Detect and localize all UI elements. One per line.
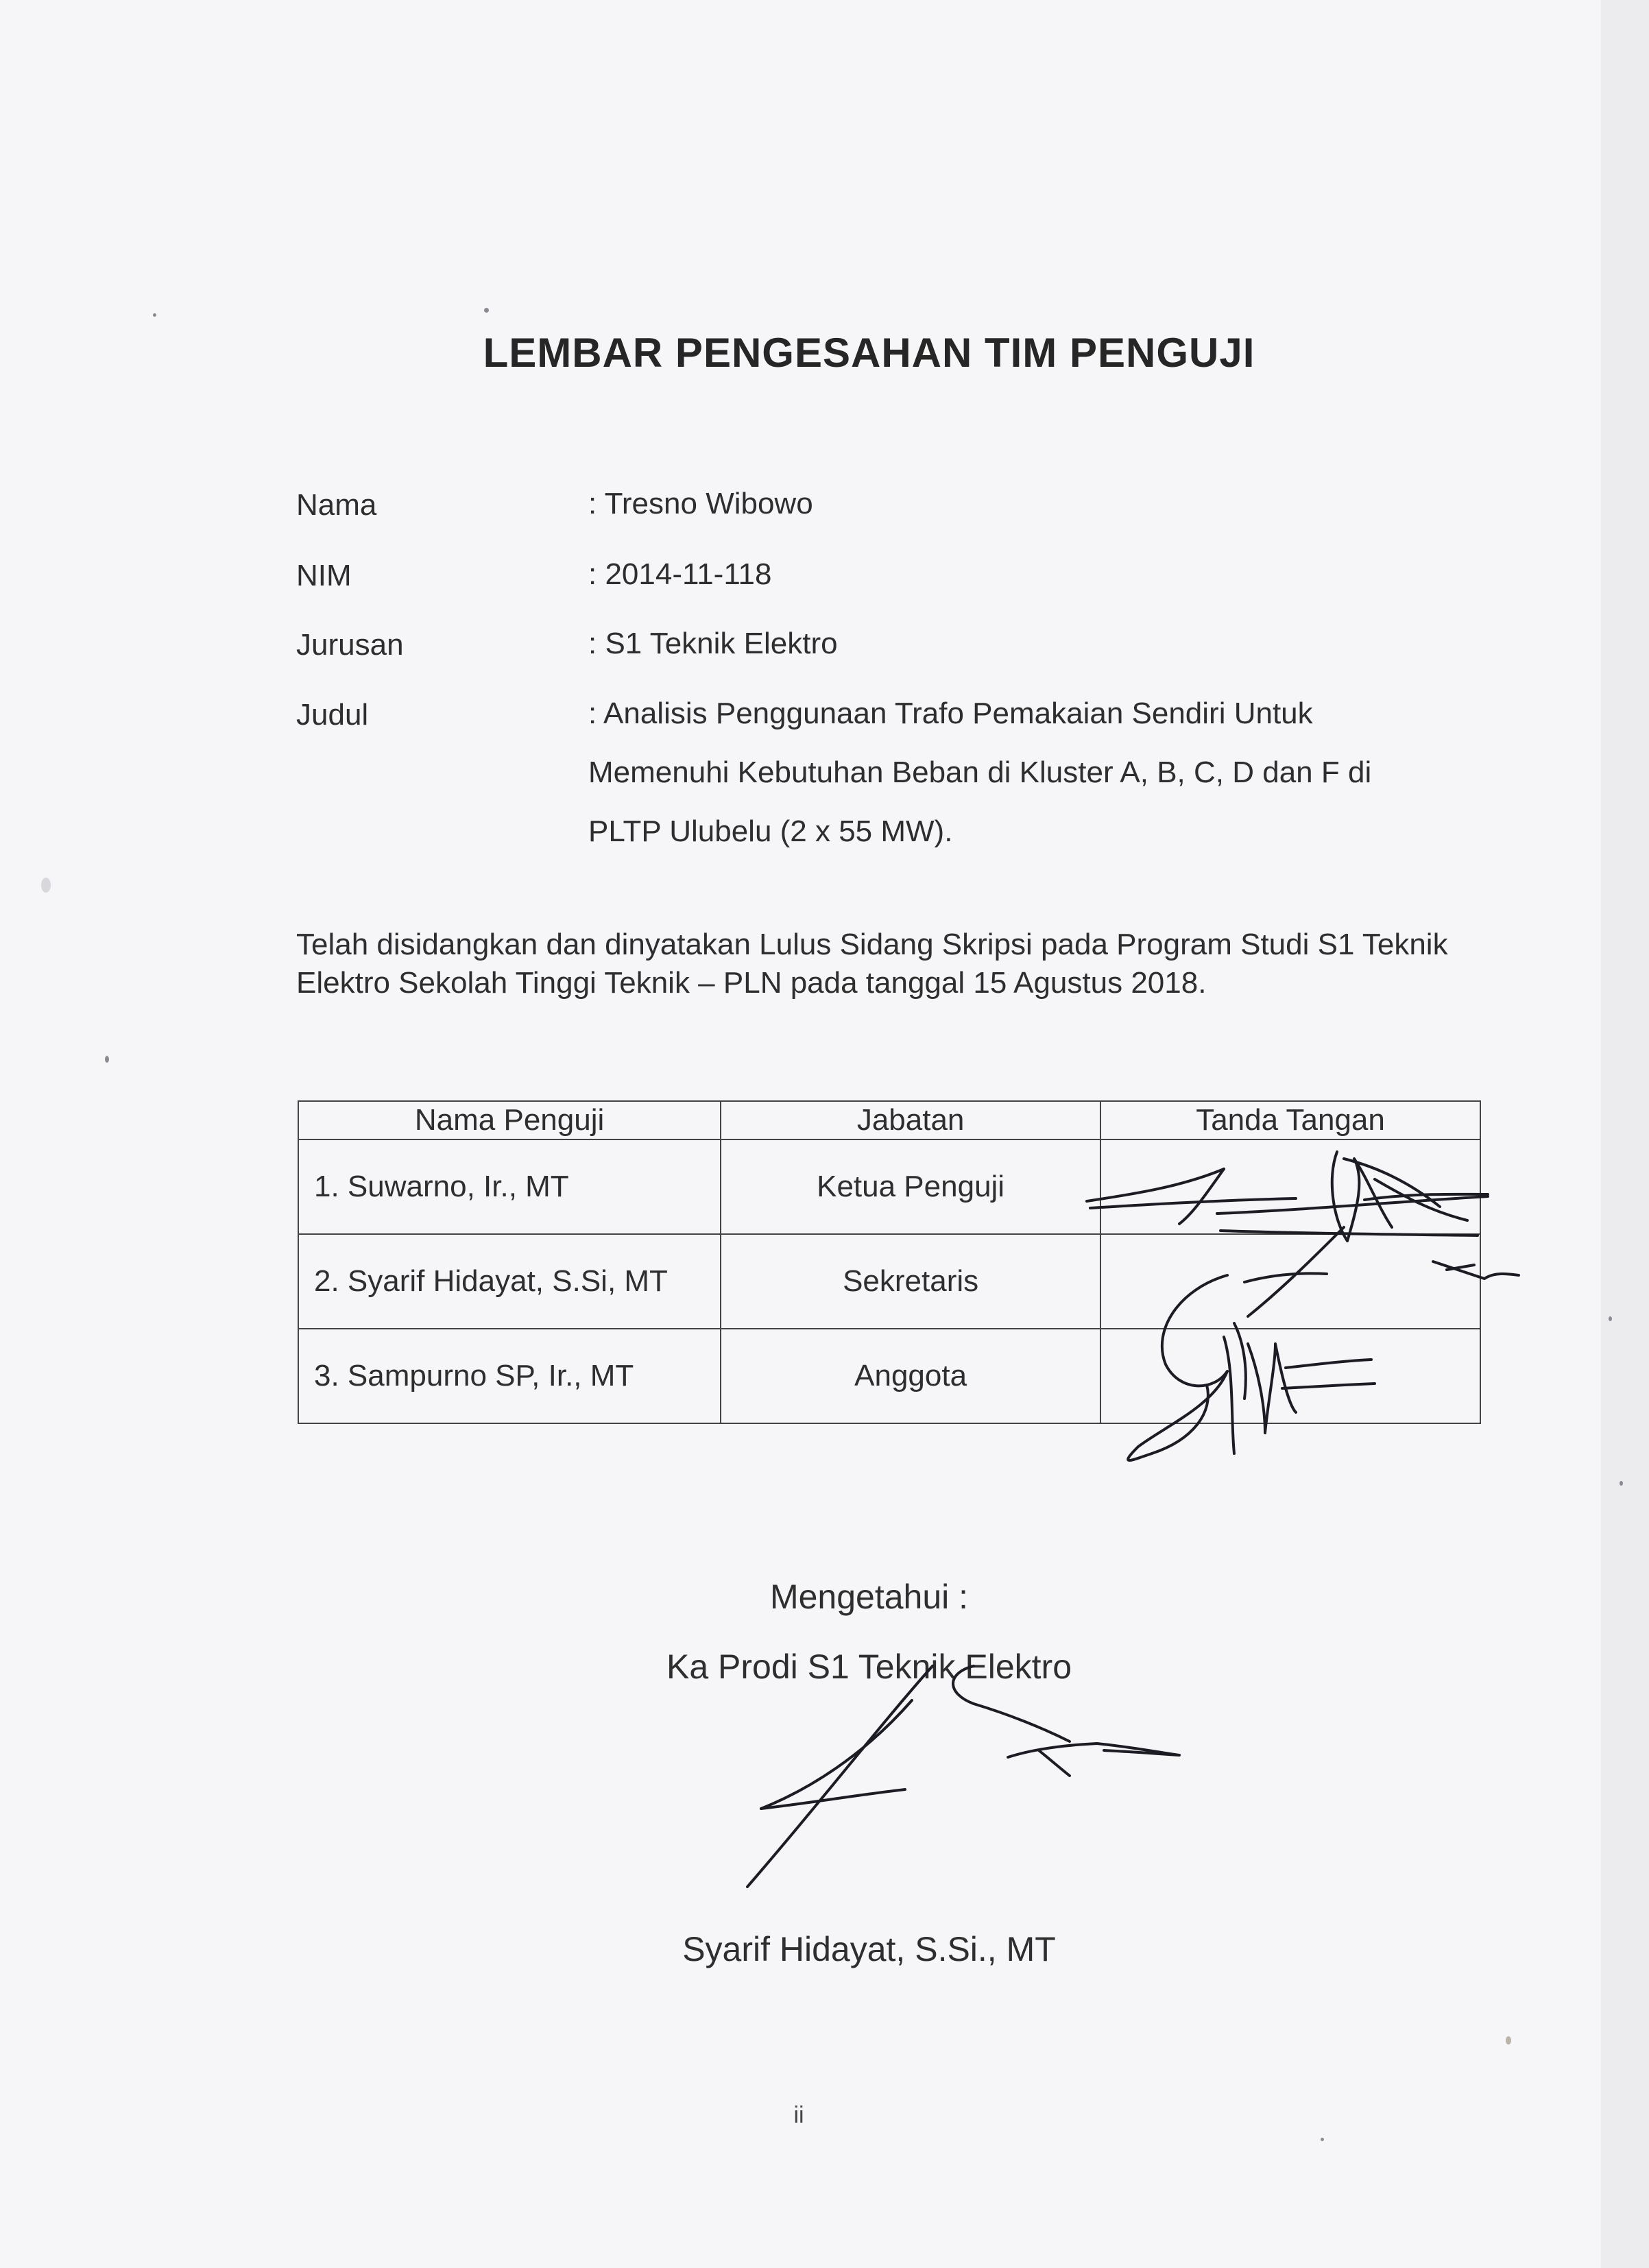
examiner-role: Ketua Penguji (721, 1139, 1100, 1234)
field-label-judul: Judul (296, 698, 369, 732)
field-label-nim: NIM (296, 559, 352, 592)
scan-speck (1620, 1481, 1623, 1486)
examiner-role: Anggota (721, 1329, 1100, 1423)
scan-speck (153, 313, 156, 317)
header-nama-penguji: Nama Penguji (298, 1101, 721, 1139)
approval-heading: Mengetahui : (769, 1578, 969, 1616)
examiner-name: 3. Sampurno SP, Ir., MT (298, 1329, 721, 1423)
field-value-judul: : Analisis Penggunaan Trafo Pemakaian Sendiri Untuk Memenuhi Kebutuhan Beban di Kluster A, B, C, D dan F di PLTP Ulubelu (2 x 55 MW). (588, 697, 1372, 848)
field-label-nama: Nama (296, 488, 377, 522)
document-title: LEMBAR PENGESAHAN TIM PENGUJI (483, 330, 1255, 376)
signature-cell (1100, 1234, 1480, 1329)
table-header-row (298, 1101, 1480, 1139)
header-jabatan: Jabatan (721, 1101, 1100, 1139)
table-row (298, 1234, 1480, 1329)
scan-speck (1609, 1316, 1612, 1321)
field-value-jurusan: : S1 Teknik Elektro (588, 627, 838, 660)
scan-speck (484, 308, 489, 313)
graduation-statement: Telah disidangkan dan dinyatakan Lulus Sidang Skripsi pada Program Studi S1 Teknik Elektro Sekolah Tinggi Teknik – PLN pada tanggal 15 Agustus 2018. (296, 928, 1448, 1000)
scan-speck (1506, 2036, 1511, 2044)
table-row (298, 1329, 1480, 1423)
examiner-table (298, 1100, 1481, 1424)
examiner-name: 1. Suwarno, Ir., MT (298, 1139, 721, 1234)
page-number: ii (793, 2102, 804, 2128)
scan-speck (1321, 2138, 1324, 2141)
signature-cell (1100, 1329, 1480, 1423)
signature-cell (1100, 1139, 1480, 1234)
table-row (298, 1139, 1480, 1234)
field-label-jurusan: Jurusan (296, 628, 404, 662)
scan-speck (105, 1056, 109, 1063)
approval-position: Ka Prodi S1 Teknik Elektro (666, 1648, 1072, 1686)
field-value-nim: : 2014-11-118 (588, 557, 772, 591)
header-tanda-tangan: Tanda Tangan (1100, 1101, 1480, 1139)
scan-speck (41, 878, 51, 893)
field-value-nama: : Tresno Wibowo (588, 487, 813, 520)
approval-signer-name: Syarif Hidayat, S.Si., MT (682, 1930, 1056, 1968)
examiner-name: 2. Syarif Hidayat, S.Si, MT (298, 1234, 721, 1329)
examiner-role: Sekretaris (721, 1234, 1100, 1329)
